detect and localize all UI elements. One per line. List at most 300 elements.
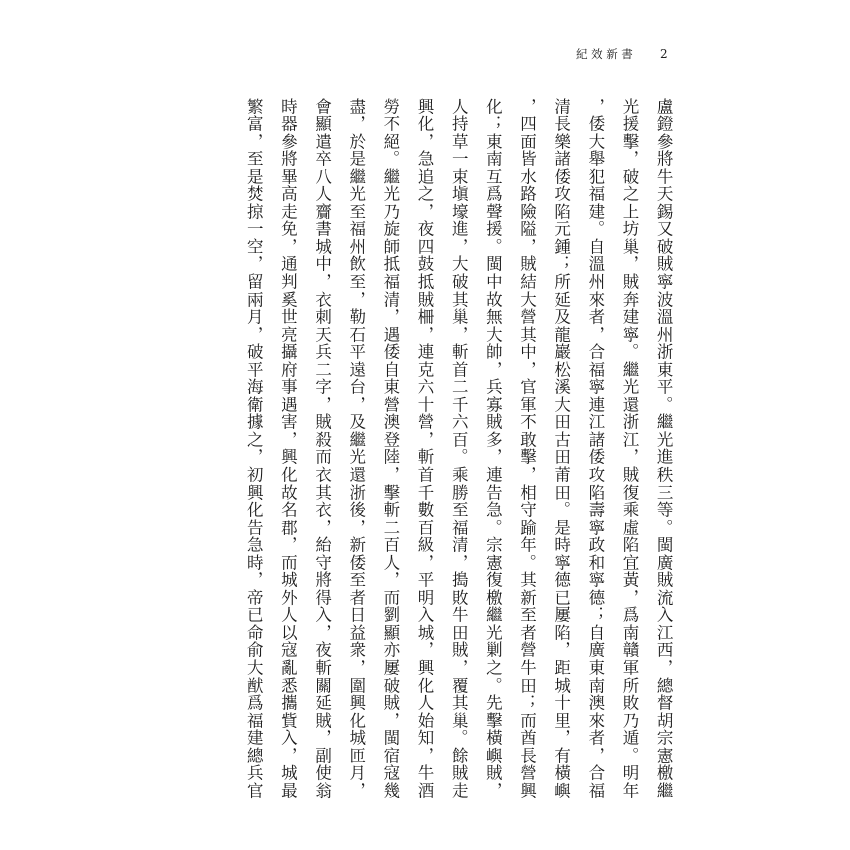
- glyph-cell: 勝: [449, 483, 469, 501]
- glyph-cell: 新: [346, 536, 366, 553]
- glyph-cell: 興: [278, 448, 298, 465]
- glyph-cell: 東: [585, 659, 605, 676]
- glyph-cell: 擊: [483, 711, 503, 729]
- glyph-cell: 所: [551, 272, 571, 290]
- glyph-cell: 空: [244, 237, 264, 255]
- glyph-cell: 屢: [551, 606, 571, 623]
- glyph-cell: 化: [415, 115, 435, 132]
- glyph-cell: 顯: [312, 115, 332, 132]
- glyph-cell: 絕: [380, 132, 400, 150]
- glyph-cell: 虛: [619, 518, 639, 536]
- glyph-cell: 酒: [415, 781, 435, 799]
- glyph-cell: 匝: [346, 746, 366, 764]
- glyph-cell: 擊: [380, 483, 400, 501]
- glyph-cell: ，: [312, 518, 332, 536]
- glyph-cell: 。: [551, 501, 571, 518]
- glyph-cell: 大: [551, 395, 571, 413]
- glyph-cell: 免: [278, 220, 298, 237]
- glyph-cell: ，: [244, 571, 264, 588]
- glyph-cell: 時: [278, 97, 298, 115]
- glyph-cell: 三: [654, 483, 674, 501]
- glyph-cell: 高: [278, 185, 298, 202]
- glyph-cell: 勞: [380, 97, 400, 115]
- glyph-cell: 入: [312, 606, 332, 623]
- glyph-cell: 於: [346, 132, 366, 150]
- glyph-cell: 焚: [244, 185, 264, 202]
- glyph-cell: 波: [654, 290, 674, 308]
- glyph-cell: 城: [278, 764, 298, 781]
- glyph-cell: ，: [551, 729, 571, 746]
- glyph-cell: 督: [654, 694, 674, 711]
- glyph-cell: 而: [380, 588, 400, 606]
- glyph-cell: ，: [449, 553, 469, 571]
- glyph-cell: 官: [244, 781, 264, 799]
- glyph-cell: ，: [244, 255, 264, 272]
- glyph-cell: 溫: [585, 255, 605, 272]
- glyph-cell: 最: [278, 781, 298, 799]
- glyph-cell: 亂: [278, 659, 298, 676]
- glyph-cell: 是: [244, 167, 264, 185]
- glyph-cell: 繼: [654, 781, 674, 799]
- glyph-cell: 參: [278, 132, 298, 150]
- text-column-12: [278, 97, 296, 799]
- glyph-cell: 連: [415, 343, 435, 360]
- glyph-cell: 浙: [346, 483, 366, 501]
- glyph-cell: 互: [483, 167, 503, 185]
- glyph-cell: 海: [244, 378, 264, 395]
- glyph-cell: 兩: [244, 290, 264, 308]
- glyph-cell: 又: [654, 220, 674, 237]
- glyph-cell: 至: [346, 202, 366, 220]
- glyph-cell: 器: [278, 115, 298, 132]
- glyph-cell: 西: [654, 641, 674, 658]
- glyph-cell: 六: [449, 413, 469, 430]
- glyph-cell: 州: [585, 272, 605, 290]
- glyph-cell: 四: [415, 237, 435, 255]
- glyph-cell: 至: [244, 150, 264, 167]
- glyph-cell: ，: [278, 237, 298, 255]
- glyph-cell: 四: [517, 115, 537, 132]
- glyph-cell: 來: [585, 711, 605, 729]
- glyph-cell: 圍: [346, 676, 366, 694]
- glyph-cell: 興: [346, 694, 366, 711]
- glyph-cell: 酋: [517, 729, 537, 746]
- glyph-cell: ，: [483, 781, 503, 799]
- glyph-cell: 台: [346, 378, 366, 395]
- glyph-cell: 乘: [619, 501, 639, 518]
- glyph-cell: 之: [415, 185, 435, 202]
- glyph-cell: 繼: [380, 167, 400, 185]
- glyph-cell: 城: [346, 729, 366, 746]
- glyph-cell: 畢: [278, 167, 298, 185]
- glyph-cell: 宿: [380, 746, 400, 764]
- glyph-cell: 鐙: [654, 115, 674, 132]
- glyph-cell: 上: [619, 202, 639, 220]
- glyph-cell: 水: [517, 167, 537, 185]
- glyph-cell: ，: [449, 325, 469, 343]
- glyph-cell: 元: [551, 220, 571, 237]
- glyph-cell: 寧: [619, 325, 639, 343]
- glyph-cell: 兵: [312, 343, 332, 360]
- glyph-cell: 是: [551, 518, 571, 536]
- glyph-cell: 大: [449, 255, 469, 272]
- glyph-cell: ，: [415, 553, 435, 571]
- glyph-cell: 南: [619, 623, 639, 641]
- glyph-cell: 賊: [312, 711, 332, 729]
- glyph-cell: 中: [517, 343, 537, 360]
- glyph-cell: 翁: [312, 781, 332, 799]
- glyph-cell: 刺: [312, 308, 332, 325]
- glyph-cell: 閩: [483, 255, 503, 272]
- glyph-cell: 者: [517, 623, 537, 641]
- glyph-cell: 時: [551, 536, 571, 553]
- glyph-cell: 官: [517, 378, 537, 395]
- glyph-cell: 化: [415, 676, 435, 694]
- glyph-cell: ，: [346, 290, 366, 308]
- glyph-cell: 持: [449, 115, 469, 132]
- glyph-cell: 援: [483, 220, 503, 237]
- glyph-cell: 已: [244, 606, 264, 623]
- glyph-cell: 光: [380, 185, 400, 202]
- text-column-3: [586, 97, 604, 799]
- glyph-cell: 清: [449, 536, 469, 553]
- glyph-cell: 府: [278, 360, 298, 378]
- glyph-cell: 。: [619, 343, 639, 360]
- glyph-cell: 飲: [346, 255, 366, 272]
- glyph-cell: ，: [278, 536, 298, 553]
- glyph-cell: 其: [517, 325, 537, 343]
- glyph-cell: ，: [346, 659, 366, 676]
- glyph-cell: 天: [654, 185, 674, 202]
- glyph-cell: 爲: [483, 185, 503, 202]
- glyph-cell: 巢: [449, 711, 469, 729]
- glyph-cell: 總: [244, 746, 264, 764]
- glyph-cell: 里: [551, 711, 571, 729]
- glyph-cell: 賊: [619, 272, 639, 290]
- glyph-cell: 乃: [380, 202, 400, 220]
- glyph-cell: 還: [346, 466, 366, 483]
- glyph-cell: 寡: [483, 395, 503, 413]
- glyph-cell: 壽: [585, 501, 605, 518]
- glyph-cell: 距: [551, 659, 571, 676]
- glyph-cell: 繼: [619, 360, 639, 378]
- glyph-cell: ，: [415, 746, 435, 764]
- glyph-cell: 流: [654, 588, 674, 606]
- glyph-cell: 人: [312, 185, 332, 202]
- glyph-cell: 進: [654, 448, 674, 465]
- glyph-cell: 判: [278, 272, 298, 290]
- glyph-cell: 石: [346, 325, 366, 343]
- glyph-cell: 。: [517, 553, 537, 571]
- glyph-cell: 關: [312, 676, 332, 694]
- glyph-cell: 清: [551, 97, 571, 115]
- glyph-cell: 害: [278, 413, 298, 430]
- glyph-cell: 草: [449, 132, 469, 150]
- glyph-cell: 合: [585, 764, 605, 781]
- glyph-cell: 新: [517, 588, 537, 606]
- glyph-cell: 長: [551, 115, 571, 132]
- glyph-cell: ，: [619, 448, 639, 465]
- glyph-cell: 。: [654, 395, 674, 413]
- glyph-cell: 大: [585, 132, 605, 150]
- glyph-cell: 化: [278, 466, 298, 483]
- glyph-cell: 廣: [585, 641, 605, 658]
- glyph-cell: 嶼: [551, 781, 571, 799]
- glyph-cell: 至: [346, 571, 366, 588]
- glyph-cell: 福: [244, 711, 264, 729]
- glyph-cell: 古: [551, 430, 571, 448]
- glyph-cell: 十: [551, 694, 571, 711]
- glyph-cell: 級: [415, 536, 435, 553]
- glyph-cell: 衣: [312, 290, 332, 308]
- glyph-cell: 賊: [517, 255, 537, 272]
- glyph-cell: 至: [517, 606, 537, 623]
- glyph-cell: 光: [346, 448, 366, 465]
- glyph-cell: 。: [619, 746, 639, 764]
- glyph-cell: 敗: [619, 694, 639, 711]
- glyph-cell: 事: [278, 378, 298, 395]
- glyph-cell: 急: [415, 150, 435, 167]
- glyph-cell: 憲: [654, 746, 674, 764]
- glyph-cell: 參: [654, 132, 674, 150]
- glyph-cell: 州: [346, 237, 366, 255]
- glyph-cell: 柵: [415, 308, 435, 325]
- glyph-cell: ，: [278, 430, 298, 448]
- glyph-cell: 敗: [449, 588, 469, 606]
- glyph-cell: 遣: [312, 132, 332, 150]
- glyph-cell: 寧: [654, 272, 674, 290]
- glyph-cell: ，: [312, 729, 332, 746]
- glyph-cell: 田: [551, 448, 571, 465]
- glyph-cell: ，: [380, 711, 400, 729]
- glyph-cell: 寧: [585, 518, 605, 536]
- glyph-cell: 中: [483, 272, 503, 290]
- glyph-cell: 結: [517, 272, 537, 290]
- glyph-cell: 盡: [346, 97, 366, 115]
- glyph-cell: ，: [278, 746, 298, 764]
- glyph-cell: 急: [244, 536, 264, 553]
- glyph-cell: 延: [312, 694, 332, 711]
- glyph-cell: 復: [619, 483, 639, 501]
- glyph-cell: ，: [244, 132, 264, 150]
- glyph-cell: 人: [380, 553, 400, 571]
- glyph-cell: ，: [312, 272, 332, 290]
- glyph-cell: ，: [483, 448, 503, 465]
- glyph-cell: 鼓: [415, 255, 435, 272]
- glyph-cell: 建: [585, 202, 605, 220]
- glyph-cell: 使: [312, 764, 332, 781]
- text-column-8: [415, 97, 433, 799]
- glyph-cell: 一: [449, 150, 469, 167]
- glyph-cell: 八: [312, 167, 332, 185]
- glyph-cell: 二: [449, 378, 469, 395]
- glyph-cell: 營: [517, 641, 537, 658]
- glyph-cell: 等: [654, 501, 674, 518]
- glyph-cell: 人: [415, 694, 435, 711]
- glyph-cell: 入: [415, 606, 435, 623]
- glyph-cell: 掠: [244, 202, 264, 220]
- glyph-cell: 隘: [517, 220, 537, 237]
- glyph-cell: ，: [585, 97, 605, 115]
- glyph-cell: 牛: [415, 764, 435, 781]
- glyph-cell: 興: [517, 781, 537, 799]
- glyph-cell: 平: [244, 360, 264, 378]
- glyph-cell: 興: [244, 483, 264, 501]
- glyph-cell: 有: [551, 746, 571, 764]
- glyph-cell: ，: [415, 325, 435, 343]
- glyph-cell: 德: [551, 571, 571, 588]
- glyph-cell: 。: [654, 518, 674, 536]
- glyph-cell: 城: [312, 237, 332, 255]
- glyph-cell: ，: [244, 325, 264, 343]
- glyph-cell: 自: [585, 623, 605, 641]
- glyph-cell: 其: [449, 694, 469, 711]
- glyph-cell: 澳: [585, 694, 605, 711]
- glyph-cell: 光: [483, 623, 503, 641]
- glyph-cell: 福: [346, 220, 366, 237]
- glyph-cell: 中: [312, 255, 332, 272]
- glyph-cell: 援: [619, 115, 639, 132]
- glyph-cell: ，: [312, 623, 332, 641]
- glyph-cell: ，: [585, 746, 605, 764]
- glyph-cell: 福: [585, 360, 605, 378]
- glyph-cell: 繼: [483, 606, 503, 623]
- glyph-cell: 卒: [312, 150, 332, 167]
- glyph-cell: 興: [415, 659, 435, 676]
- glyph-cell: ；: [585, 606, 605, 623]
- glyph-cell: ，: [449, 237, 469, 255]
- glyph-cell: 夜: [415, 220, 435, 237]
- glyph-cell: 寧: [585, 571, 605, 588]
- glyph-cell: 建: [619, 308, 639, 325]
- glyph-cell: 無: [483, 308, 503, 325]
- glyph-cell: 其: [449, 290, 469, 308]
- glyph-cell: 急: [483, 501, 503, 518]
- glyph-cell: 勒: [346, 308, 366, 325]
- text-column-4: [551, 97, 569, 799]
- glyph-cell: 之: [619, 185, 639, 202]
- glyph-cell: ，: [346, 115, 366, 132]
- glyph-cell: 田: [449, 623, 469, 641]
- glyph-cell: 百: [415, 518, 435, 536]
- glyph-cell: 閩: [380, 729, 400, 746]
- glyph-cell: 所: [619, 676, 639, 694]
- glyph-cell: 破: [654, 237, 674, 255]
- glyph-cell: 陸: [380, 448, 400, 465]
- glyph-cell: 營: [517, 764, 537, 781]
- glyph-cell: 長: [517, 746, 537, 764]
- glyph-cell: 險: [517, 202, 537, 220]
- glyph-cell: ，: [585, 325, 605, 343]
- glyph-cell: 衛: [244, 395, 264, 413]
- glyph-cell: 宗: [654, 729, 674, 746]
- glyph-cell: 錫: [654, 202, 674, 220]
- glyph-cell: ；: [551, 255, 571, 272]
- glyph-cell: 。: [449, 448, 469, 465]
- glyph-cell: 會: [312, 97, 332, 115]
- glyph-cell: 軍: [517, 395, 537, 413]
- glyph-cell: 攻: [551, 185, 571, 202]
- glyph-cell: 相: [517, 483, 537, 501]
- glyph-cell: 破: [380, 676, 400, 694]
- glyph-cell: 齎: [312, 202, 332, 220]
- glyph-cell: 擊: [619, 132, 639, 150]
- glyph-cell: 化: [244, 501, 264, 518]
- glyph-cell: 賊: [483, 764, 503, 781]
- glyph-cell: 陷: [619, 536, 639, 553]
- glyph-cell: 賊: [380, 694, 400, 711]
- glyph-cell: 憲: [483, 553, 503, 571]
- glyph-cell: 故: [278, 483, 298, 501]
- glyph-cell: 夜: [312, 641, 332, 658]
- glyph-cell: 師: [380, 237, 400, 255]
- glyph-cell: 之: [244, 430, 264, 448]
- glyph-cell: 入: [278, 729, 298, 746]
- book-title: 紀效新書: [576, 47, 637, 61]
- glyph-cell: 之: [483, 659, 503, 676]
- glyph-cell: 首: [449, 360, 469, 378]
- glyph-cell: 檄: [483, 588, 503, 606]
- glyph-cell: 廣: [654, 553, 674, 571]
- glyph-cell: 千: [449, 395, 469, 413]
- glyph-cell: 福: [585, 185, 605, 202]
- glyph-cell: 連: [483, 466, 503, 483]
- glyph-cell: 二: [312, 360, 332, 378]
- glyph-cell: 賊: [619, 466, 639, 483]
- glyph-cell: 餘: [449, 746, 469, 764]
- glyph-cell: ，: [380, 308, 400, 325]
- glyph-cell: 據: [244, 413, 264, 430]
- glyph-cell: 者: [585, 308, 605, 325]
- glyph-cell: 斬: [415, 448, 435, 465]
- glyph-cell: 寧: [585, 378, 605, 395]
- glyph-cell: 鍾: [551, 237, 571, 255]
- glyph-cell: 將: [312, 571, 332, 588]
- glyph-cell: 黃: [619, 571, 639, 588]
- glyph-cell: 繼: [346, 430, 366, 448]
- glyph-cell: 殺: [312, 430, 332, 448]
- glyph-cell: 屢: [380, 659, 400, 676]
- glyph-cell: 復: [483, 571, 503, 588]
- glyph-cell: 亮: [278, 325, 298, 343]
- glyph-cell: 帝: [244, 588, 264, 606]
- glyph-cell: 至: [346, 272, 366, 290]
- glyph-cell: 東: [483, 132, 503, 150]
- glyph-cell: 聲: [483, 202, 503, 220]
- glyph-cell: 倭: [551, 167, 571, 185]
- glyph-cell: 倭: [585, 448, 605, 465]
- glyph-cell: ，: [483, 360, 503, 378]
- glyph-cell: 克: [415, 360, 435, 378]
- glyph-cell: 多: [483, 430, 503, 448]
- glyph-cell: ，: [619, 150, 639, 167]
- glyph-cell: 舉: [585, 150, 605, 167]
- glyph-cell: 通: [278, 255, 298, 272]
- glyph-cell: 賊: [654, 255, 674, 272]
- glyph-cell: 人: [449, 97, 469, 115]
- glyph-cell: 福: [449, 518, 469, 536]
- glyph-cell: 初: [244, 466, 264, 483]
- glyph-cell: ，: [346, 518, 366, 536]
- glyph-cell: 擊: [517, 448, 537, 465]
- glyph-cell: 剿: [483, 641, 503, 658]
- glyph-cell: 斬: [380, 501, 400, 518]
- glyph-cell: 諸: [551, 150, 571, 167]
- glyph-cell: 壕: [449, 202, 469, 220]
- glyph-cell: ，: [312, 395, 332, 413]
- glyph-cell: 是: [346, 150, 366, 167]
- glyph-cell: 光: [346, 185, 366, 202]
